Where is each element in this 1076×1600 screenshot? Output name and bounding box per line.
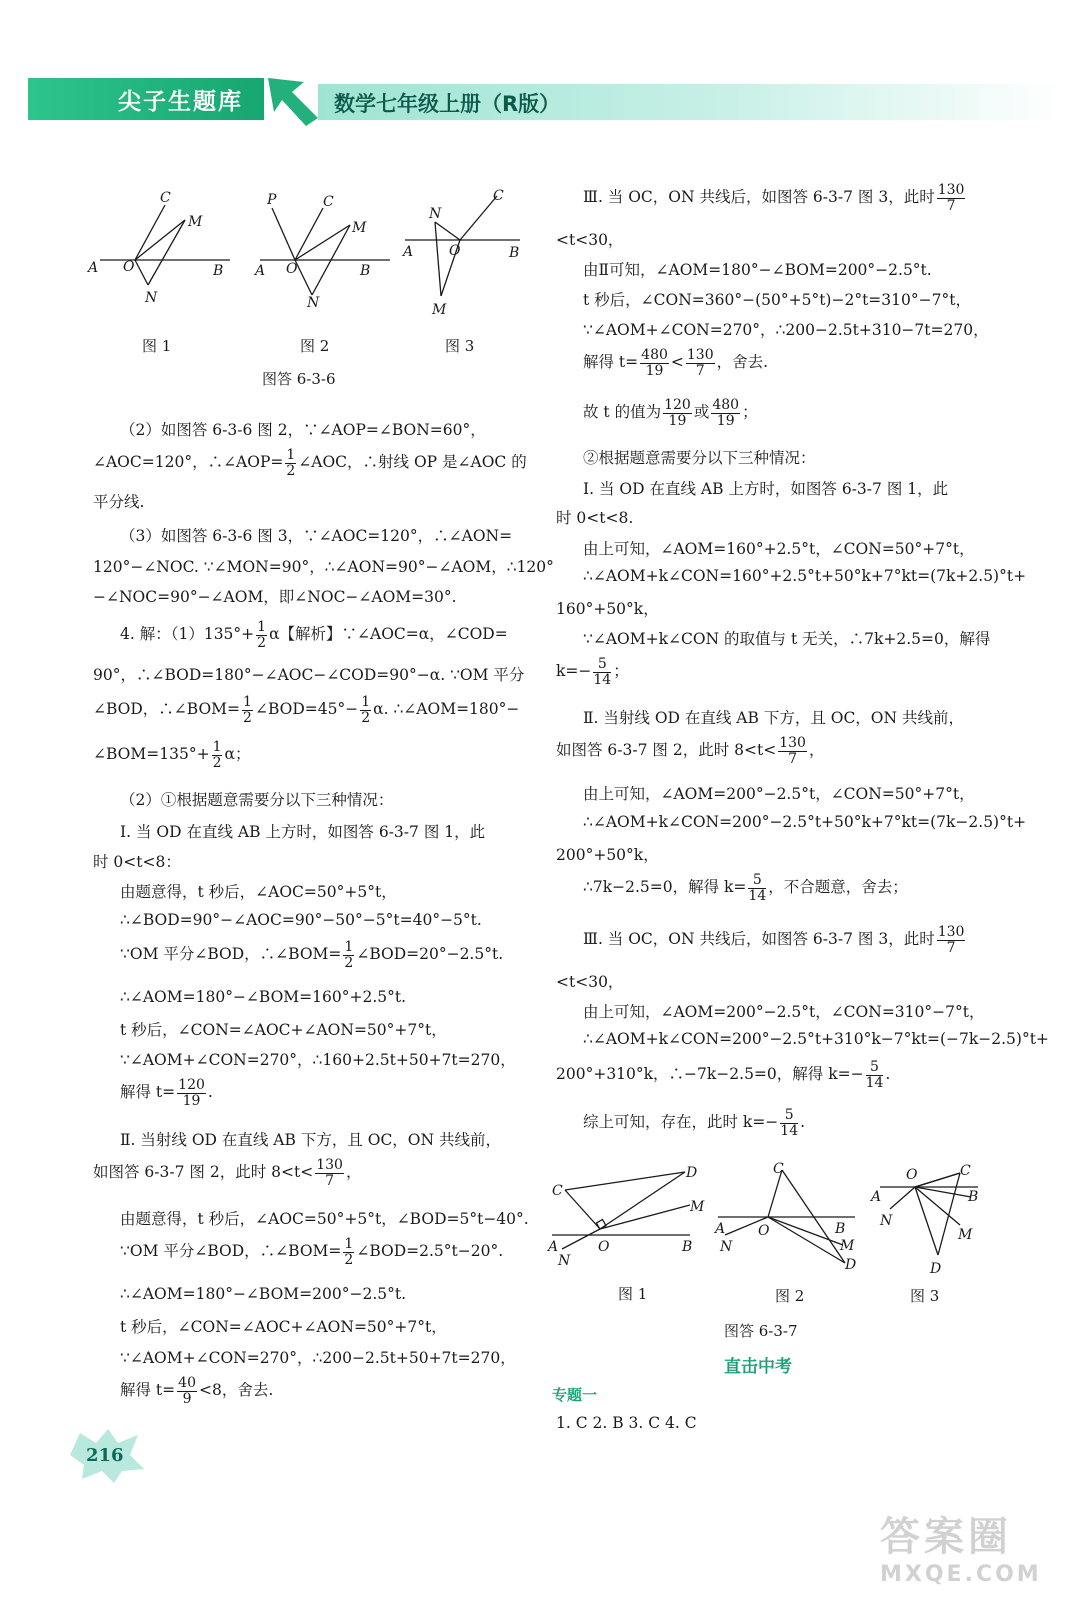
fig1b-label-d: D: [686, 1165, 698, 1181]
fig2-label-p: P: [267, 192, 277, 208]
left-line: −∠NOC=90°−∠AOM，即∠NOC−∠AOM=30°.: [93, 588, 457, 606]
fig1-label-o: O: [123, 259, 135, 275]
fig1-label-c: C: [160, 190, 171, 206]
fig3b-label-m: M: [958, 1227, 973, 1243]
topic-label: 专题一: [552, 1386, 598, 1404]
right-line: 解得 t= $\frac{480}{19}$ < $\frac{130}{7}$ ，舍去.: [583, 347, 769, 379]
left-line: 4. 解：（1）135°+ $\frac{1}{2}$ α【解析】∵∠AOC=α，∠COD=: [120, 619, 508, 651]
right-line: 如图答 6-3-7 图 2，此时 8<t< $\frac{130}{7}$ ，: [556, 735, 825, 767]
left-line: 由题意得，t 秒后，∠AOC=50°+5°t，∠BOD=5°t−40°.: [120, 1210, 529, 1228]
fig637-caption-2: 图 2: [775, 1287, 805, 1305]
fig2b-label-o: O: [758, 1223, 770, 1239]
fig3-label-b: B: [509, 245, 520, 261]
fig2b-label-c: C: [773, 1161, 784, 1177]
figure-6-3-7: [540, 1155, 990, 1285]
brand-title: 尖子生题库: [118, 89, 243, 115]
left-line: 如图答 6-3-7 图 2，此时 8<t< $\frac{130}{7}$ ，: [93, 1157, 362, 1189]
right-line: 200°+310°k，∴−7k−2.5=0，解得 k=− $\frac{5}{14}$ .: [556, 1059, 891, 1091]
left-line: ∵OM 平分∠BOD，∴∠BOM= $\frac{1}{2}$ ∠BOD=2.5°t−20°.: [120, 1236, 504, 1268]
left-line: 解得 t= $\frac{120}{19}$ .: [120, 1077, 213, 1109]
watermark-site: MXQE.COM: [880, 1562, 1042, 1587]
right-line: ②根据题意需要分以下三种情况：: [583, 449, 816, 467]
fig637-title: 图答 6-3-7: [724, 1322, 798, 1340]
left-line: 由题意得，t 秒后，∠AOC=50°+5°t，: [120, 883, 397, 901]
fig3b-label-c: C: [960, 1163, 971, 1179]
fig2b-label-b: B: [835, 1221, 846, 1237]
left-line: 解得 t= $\frac{40}{9}$ <8，舍去.: [120, 1375, 274, 1407]
right-line: Ⅲ. 当 OC，ON 共线后，如图答 6-3-7 图 3，此时 $\frac{130}{7}$: [583, 924, 965, 956]
fig1b-label-o: O: [598, 1239, 610, 1255]
fig2-label-c: C: [323, 194, 334, 210]
fig3-label-m: M: [432, 302, 447, 318]
right-line: ∵∠AOM+∠CON=270°，∴200−2.5t+310−7t=270，: [583, 321, 989, 339]
left-line: ∠AOC=120°，∴∠AOP= $\frac{1}{2}$ ∠AOC，∴射线 OP 是∠AOC 的: [93, 447, 527, 479]
fig1-label-m: M: [188, 214, 203, 230]
fig1b-label-n: N: [558, 1253, 571, 1269]
left-line: Ⅱ. 当射线 OD 在直线 AB 下方，且 OC，ON 共线前，: [120, 1131, 502, 1149]
right-line: ∴∠AOM+k∠CON=160°+2.5°t+50°k+7°kt=(7k+2.5)°t+: [583, 567, 1027, 585]
right-line: ∴∠AOM+k∠CON=200°−2.5°t+310°k−7°kt=(−7k−2.5)°t+: [583, 1030, 1049, 1048]
header-arrow-icon: [262, 72, 322, 128]
fig2-label-m: M: [352, 220, 367, 236]
fig1-label-a: A: [88, 260, 99, 276]
fig2-label-n: N: [307, 295, 320, 311]
left-line: ∵∠AOM+∠CON=270°，∴160+2.5t+50+7t=270，: [120, 1051, 516, 1069]
fig2b-label-a: A: [715, 1221, 726, 1237]
fig636-caption-1: 图 1: [142, 337, 172, 355]
right-line: 由Ⅱ可知，∠AOM=180°−∠BOM=200°−2.5°t.: [583, 261, 932, 279]
right-line: <t<30，: [556, 973, 624, 991]
right-line: Ⅰ. 当 OD 在直线 AB 上方时，如图答 6-3-7 图 1，此: [583, 480, 949, 498]
right-line: 由上可知，∠AOM=160°+2.5°t，∠CON=50°+7°t，: [583, 540, 975, 558]
book-title: 数学七年级上册（R版）: [334, 92, 561, 116]
fig637-caption-1: 图 1: [618, 1285, 648, 1303]
fig3-label-c: C: [493, 188, 504, 204]
left-line: ∠BOD，∴∠BOM= $\frac{1}{2}$ ∠BOD=45°− $\frac{1}{2}$ α. ∴∠AOM=180°−: [93, 694, 520, 726]
header-brand-bar: [28, 78, 264, 120]
left-line: 90°，∴∠BOD=180°−∠AOC−∠COD=90°−α. ∵OM 平分: [93, 666, 525, 684]
fig637-caption-3: 图 3: [910, 1287, 940, 1305]
left-line: （2）如图答 6-3-6 图 2，∵∠AOP=∠BON=60°，: [120, 421, 486, 439]
fig3-label-n: N: [429, 206, 442, 222]
fig3b-label-d: D: [930, 1261, 942, 1277]
right-line: 故 t 的值为 $\frac{120}{19}$ 或 $\frac{480}{19}$ ；: [583, 397, 758, 429]
fig3b-label-o: O: [906, 1167, 918, 1183]
fig3b-label-n: N: [880, 1213, 893, 1229]
fig636-title: 图答 6-3-6: [262, 370, 336, 388]
fig2b-label-m: M: [840, 1238, 855, 1254]
left-line: （2）①根据题意需要分以下三种情况：: [120, 791, 394, 809]
right-line: ∴∠AOM+k∠CON=200°−2.5°t+50°k+7°kt=(7k−2.5)°t+: [583, 813, 1027, 831]
fig1b-label-b: B: [682, 1239, 693, 1255]
right-line: ∴7k−2.5=0，解得 k= $\frac{5}{14}$ ，不合题意，舍去；: [583, 872, 908, 904]
left-line: （3）如图答 6-3-6 图 3，∵∠AOC=120°，∴∠AON=: [120, 527, 513, 545]
fig3b-label-b: B: [968, 1189, 979, 1205]
left-line: Ⅰ. 当 OD 在直线 AB 上方时，如图答 6-3-7 图 1，此: [120, 823, 486, 841]
fig2-label-b: B: [360, 263, 371, 279]
fig3-label-a: A: [403, 244, 414, 260]
right-line: Ⅲ. 当 OC，ON 共线后，如图答 6-3-7 图 3，此时 $\frac{130}{7}$: [583, 182, 965, 214]
fig2b-label-n: N: [720, 1239, 733, 1255]
left-line: ∴∠AOM=180°−∠BOM=160°+2.5°t.: [120, 988, 407, 1006]
fig3-label-o: O: [449, 243, 461, 259]
fig1b-label-a: A: [548, 1239, 559, 1255]
right-line: k=− $\frac{5}{14}$ ；: [556, 656, 629, 688]
right-line: 200°+50°k，: [556, 846, 659, 864]
left-line: t 秒后，∠CON=∠AOC+∠AON=50°+7°t，: [120, 1318, 447, 1336]
right-line: 160°+50°k，: [556, 600, 659, 618]
right-line: 综上可知，存在，此时 k=− $\frac{5}{14}$ .: [583, 1107, 806, 1139]
page-number: 216: [86, 1445, 124, 1466]
left-line: 时 0<t<8：: [93, 853, 181, 871]
fig2-label-a: A: [255, 263, 266, 279]
fig636-caption-2: 图 2: [300, 337, 330, 355]
answers-line: 1. C 2. B 3. C 4. C: [556, 1414, 697, 1432]
left-line: t 秒后，∠CON=∠AOC+∠AON=50°+7°t，: [120, 1021, 447, 1039]
left-line: ∴∠AOM=180°−∠BOM=200°−2.5°t.: [120, 1285, 407, 1303]
section-title: 直击中考: [724, 1357, 792, 1377]
left-line: ∴∠BOD=90°−∠AOC=90°−50°−5°t=40°−5°t.: [120, 911, 482, 929]
right-line: Ⅱ. 当射线 OD 在直线 AB 下方，且 OC，ON 共线前，: [583, 709, 965, 727]
left-line: ∠BOM=135°+ $\frac{1}{2}$ α；: [93, 739, 251, 771]
fig3b-label-a: A: [871, 1189, 882, 1205]
left-line: ∵∠AOM+∠CON=270°，∴200−2.5t+50+7t=270，: [120, 1349, 516, 1367]
header-book-bar: [318, 84, 1066, 120]
left-line: ∵OM 平分∠BOD，∴∠BOM= $\frac{1}{2}$ ∠BOD=20°−2.5°t.: [120, 939, 504, 971]
right-line: <t<30，: [556, 231, 624, 249]
watermark: [880, 1505, 1070, 1595]
right-line: 由上可知，∠AOM=200°−2.5°t，∠CON=310°−7°t，: [583, 1003, 985, 1021]
watermark-text: 答案圈: [880, 1514, 1012, 1560]
page-number-badge: [60, 1425, 150, 1485]
left-line: 120°−∠NOC. ∵∠MON=90°，∴∠AON=90°−∠AOM，∴120°: [93, 558, 554, 576]
fig2b-label-d: D: [845, 1257, 857, 1273]
fig1b-label-m: M: [690, 1199, 705, 1215]
right-line: ∵∠AOM+k∠CON 的取值与 t 无关，∴7k+2.5=0，解得: [583, 630, 991, 648]
fig2-label-o: O: [286, 261, 298, 277]
right-line: 由上可知，∠AOM=200°−2.5°t，∠CON=50°+7°t，: [583, 785, 975, 803]
fig1-label-n: N: [145, 290, 158, 306]
right-line: 时 0<t<8.: [556, 509, 634, 527]
right-line: t 秒后，∠CON=360°−(50°+5°t)−2°t=310°−7°t，: [583, 291, 971, 309]
left-line: 平分线.: [93, 493, 145, 511]
fig1-label-b: B: [213, 263, 224, 279]
fig636-caption-3: 图 3: [445, 337, 475, 355]
fig1b-label-c: C: [552, 1183, 563, 1199]
